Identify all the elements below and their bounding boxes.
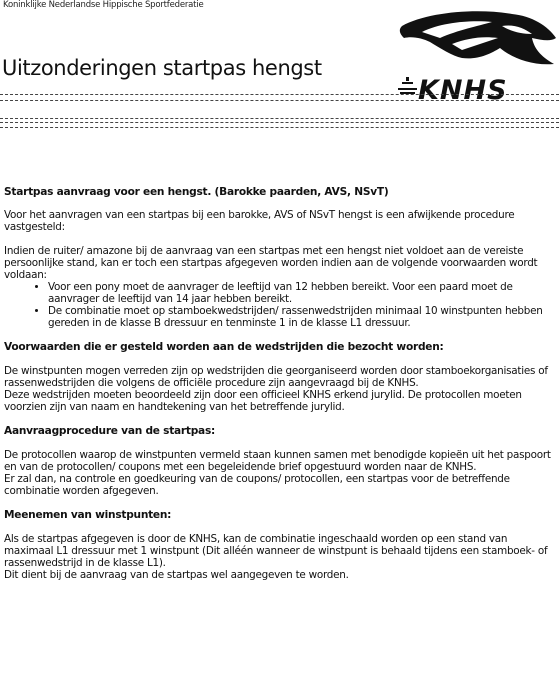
list-item: • Voor een pony moet de aanvrager de leeftijd van 12 hebben bereikt. Voor een paard moet de aanvrager de leeftijd van 14 jaar hebben bereikt.: [48, 281, 554, 305]
paragraph: Indien de ruiter/ amazone bij de aanvraag van een startpas met een hengst niet voldoet aan de vereiste persoonlijke stand, kan er toch een startpas afgegeven worden indien aan de volgende voorwaarden wordt voldaan:: [4, 245, 538, 281]
section-heading: Aanvraagprocedure van de startpas:: [4, 425, 215, 437]
paragraph: Er zal dan, na controle en goedkeuring van de coupons/ protocollen, een startpas voor de betreffende combinatie worden afgegeven.: [4, 473, 510, 497]
paragraph: Dit dient bij de aanvraag van de startpas wel aangegeven te worden.: [4, 569, 349, 581]
paragraph: De protocollen waarop de winstpunten vermeld staan kunnen samen met benodigde kopieën uit het paspoort en van de protocollen/ coupons met een begeleidende brief opgestuurd worden naar de KNHS.: [4, 449, 551, 473]
knhs-logo: [382, 8, 558, 104]
divider: [0, 94, 559, 95]
section-heading: Startpas aanvraag voor een hengst. (Barokke paarden, AVS, NSvT): [4, 186, 389, 198]
conditions-list: [4, 281, 554, 329]
divider: [0, 118, 559, 119]
page-title: Uitzonderingen startpas hengst: [2, 56, 322, 80]
section-heading: Voorwaarden die er gesteld worden aan de wedstrijden die bezocht worden:: [4, 341, 444, 353]
logo-text: KNHS: [418, 75, 508, 104]
paragraph: Deze wedstrijden moeten beoordeeld zijn door een officieel KNHS erkend jurylid. De protocollen moeten voorzien zijn van naam en handtekening van het betreffende jurylid.: [4, 389, 522, 413]
divider: [0, 100, 559, 101]
paragraph: Voor het aanvragen van een startpas bij een barokke, AVS of NSvT hengst is een afwijkende procedure vastgesteld:: [4, 209, 515, 233]
paragraph: Als de startpas afgegeven is door de KNHS, kan de combinatie ingeschaald worden op een stand van maximaal L1 dressuur met 1 winstpunt (Dit alléén wanneer de winstpunt is behaald tijdens een stamboek- of rassenwedstrijd in de klasse L1).: [4, 533, 548, 569]
horse-head-icon: [382, 8, 558, 104]
organization-name: Koninklijke Nederlandse Hippische Sportfederatie: [3, 0, 204, 10]
section-heading: Meenemen van winstpunten:: [4, 509, 172, 521]
divider: [0, 127, 559, 128]
list-item: • De combinatie moet op stamboekwedstrijden/ rassenwedstrijden minimaal 10 winstpunten hebben gereden in de klasse B dressuur en tenminste 1 in de klasse L1 dressuur.: [48, 305, 554, 329]
document-body: [4, 186, 554, 581]
divider: [0, 122, 559, 123]
paragraph: De winstpunten mogen verreden zijn op wedstrijden die georganiseerd worden door stamboekorganisaties of rassenwedstrijden die volgens de officiële procedure zijn aangevraagd bij de KNHS.: [4, 365, 548, 389]
